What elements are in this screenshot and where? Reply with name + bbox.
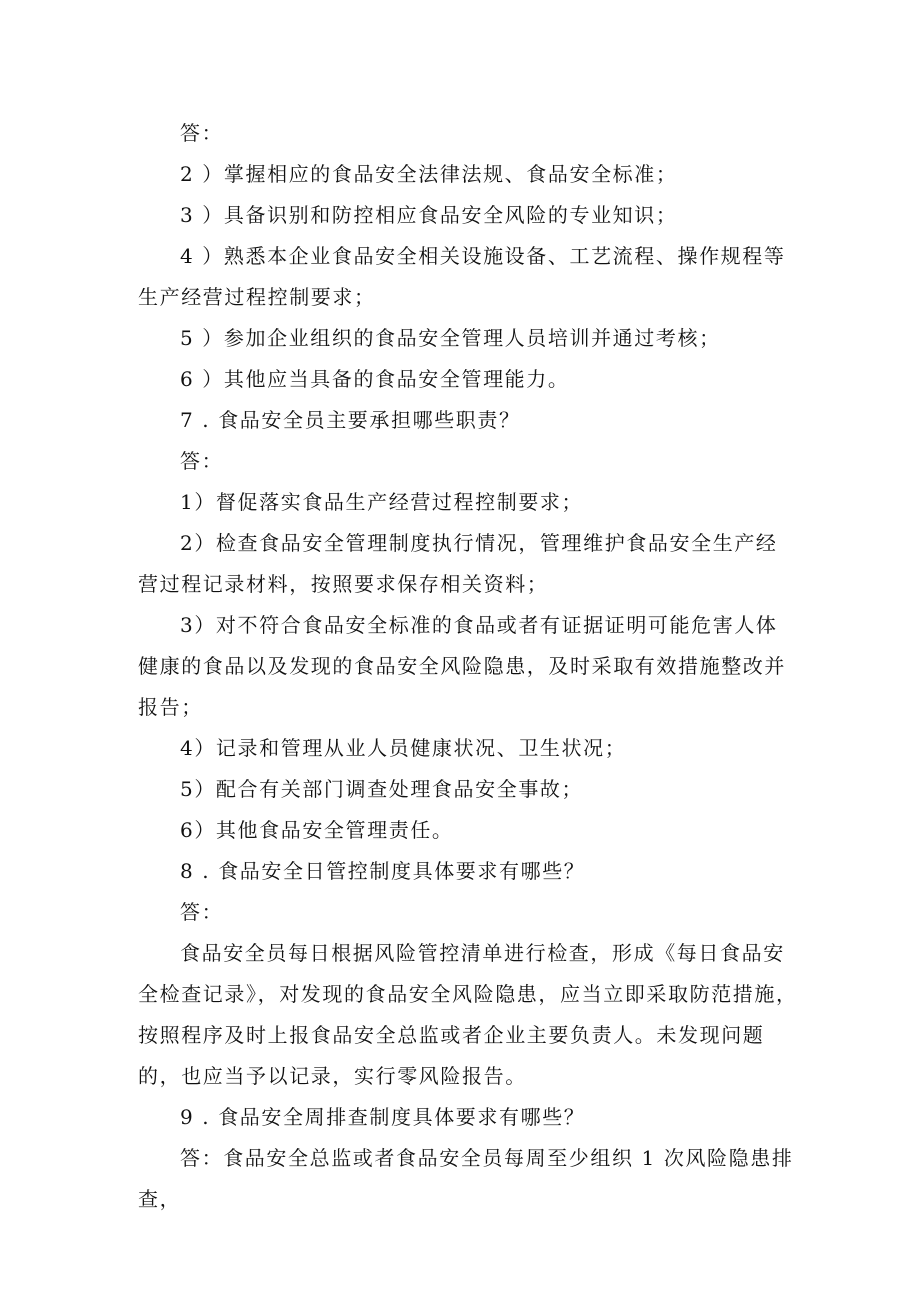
list-item: 2）检查食品安全管理制度执行情况，管理维护食品安全生产经营过程记录材料，按照要求保存相关资料； xyxy=(138,531,778,596)
list-item: 5）配合有关部门调查处理食品安全事故； xyxy=(180,777,584,801)
document-body xyxy=(138,113,798,1220)
list-item: 6 ）其他应当具备的食品安全管理能力。 xyxy=(180,367,570,391)
list-item: 5 ）参加企业组织的食品安全管理人员培训并通过考核； xyxy=(180,326,721,350)
list-item: 4 ）熟悉本企业食品安全相关设施设备、工艺流程、操作规程等生产经营过程控制要求； xyxy=(138,244,786,309)
question-heading: 8 . 食品安全日管控制度具体要求有哪些？ xyxy=(180,859,586,883)
answer-label: 答： xyxy=(180,121,224,145)
answer-paragraph: 答：食品安全总监或者食品安全员每周至少组织 1 次风险隐患排查， xyxy=(138,1146,794,1211)
list-item: 3 ）具备识别和防控相应食品安全风险的专业知识； xyxy=(180,203,678,227)
list-item: 2 ）掌握相应的食品安全法律法规、食品安全标准； xyxy=(180,162,678,186)
answer-label: 答： xyxy=(180,900,224,924)
answer-paragraph: 食品安全员每日根据风险管控清单进行检查，形成《每日食品安全检查记录》，对发现的食品安全风险隐患，应当立即采取防范措施，按照程序及时上报食品安全总监或者企业主要负责人。未发现问题的，也应当予以记录，实行零风险报告。 xyxy=(138,941,798,1088)
answer-label: 答： xyxy=(180,449,224,473)
question-heading: 7 . 食品安全员主要承担哪些职责？ xyxy=(180,408,521,432)
list-item: 4）记录和管理从业人员健康状况、卫生状况； xyxy=(180,736,627,760)
list-item: 6）其他食品安全管理责任。 xyxy=(180,818,454,842)
list-item: 1）督促落实食品生产经营过程控制要求； xyxy=(180,490,584,514)
list-item: 3）对不符合食品安全标准的食品或者有证据证明可能危害人体健康的食品以及发现的食品安全风险隐患，及时采取有效措施整改并报告； xyxy=(138,613,786,719)
question-heading: 9 . 食品安全周排查制度具体要求有哪些？ xyxy=(180,1105,586,1129)
